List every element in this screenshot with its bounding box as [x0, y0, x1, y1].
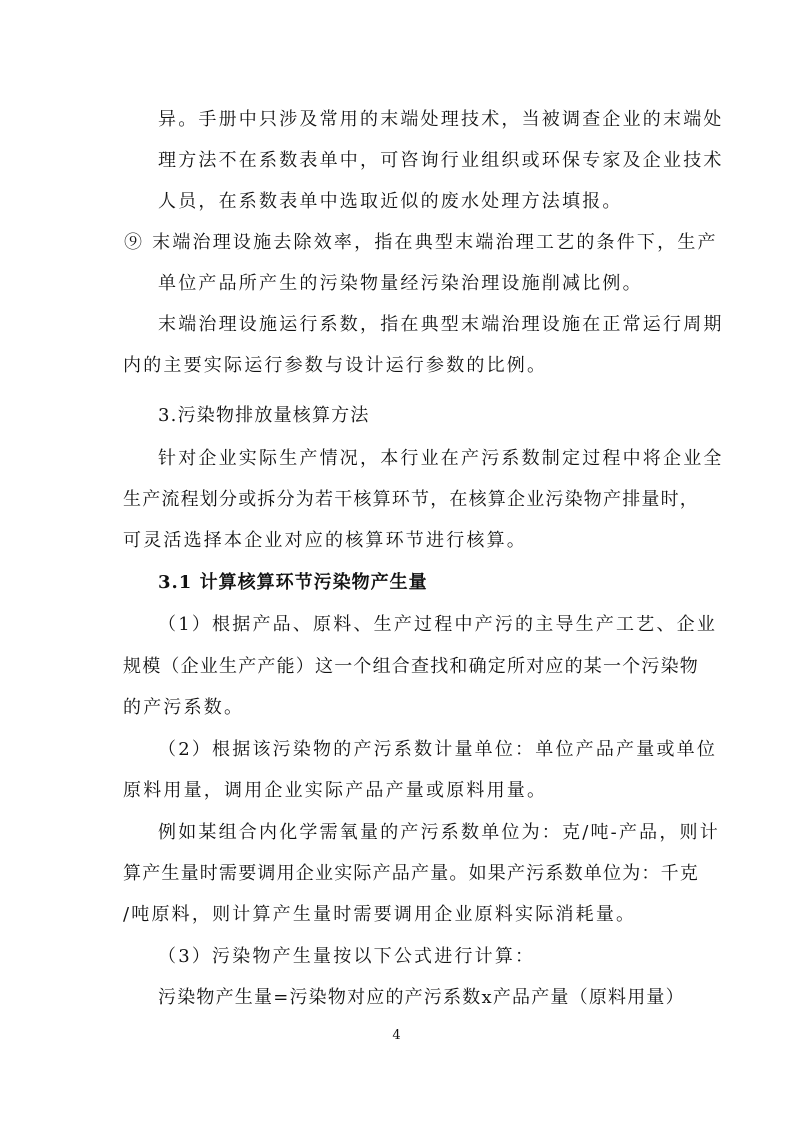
- paragraph-line: 可灵活选择本企业对应的核算环节进行核算。: [123, 530, 527, 551]
- paragraph-line: （3）污染物产生量按以下公式进行计算：: [158, 946, 536, 967]
- paragraph-line: /吨原料，则计算产生量时需要调用企业原料实际消耗量。: [123, 904, 637, 925]
- paragraph-line: 针对企业实际生产情况，本行业在产污系数制定过程中将企业全: [158, 448, 724, 469]
- paragraph-line: 生产流程划分或拆分为若干核算环节，在核算企业污染物产排量时，: [123, 489, 699, 510]
- subsection-heading: 3.1 计算核算环节污染物产生量: [158, 572, 428, 593]
- text-line: 末端治理设施运行系数，指在典型末端治理设施在正常运行周期: [158, 314, 724, 335]
- paragraph-line: 规模（企业生产产能）这一个组合查找和确定所对应的某一个污染物: [123, 656, 699, 677]
- paragraph-line: 原料用量，调用企业实际产品产量或原料用量。: [123, 780, 548, 801]
- paragraph-line: （1）根据产品、原料、生产过程中产污的主导生产工艺、企业: [158, 614, 718, 635]
- text-line: 异。手册中只涉及常用的末端处理技术，当被调查企业的末端处: [158, 109, 724, 130]
- formula-line: 污染物产生量=污染物对应的产污系数ⅹ产品产量（原料用量）: [158, 987, 685, 1008]
- paragraph-line: 算产生量时需要调用企业实际产品产量。如果产污系数单位为：千克: [123, 863, 699, 884]
- text-line: 人员，在系数表单中选取近似的废水处理方法填报。: [158, 191, 623, 212]
- page-number: 4: [392, 1028, 401, 1043]
- paragraph-line: 的产污系数。: [123, 697, 245, 718]
- text-line: 内的主要实际运行参数与设计运行参数的比例。: [123, 355, 548, 376]
- paragraph-line: 例如某组合内化学需氧量的产污系数单位为：克/吨-产品，则计: [158, 822, 720, 843]
- list-item-9: ⑨ 末端治理设施去除效率，指在典型末端治理工艺的条件下，生产: [124, 232, 718, 253]
- text-line: 理方法不在系数表单中，可咨询行业组织或环保专家及企业技术: [158, 150, 724, 171]
- text-line: 单位产品所产生的污染物量经污染治理设施削减比例。: [158, 273, 643, 294]
- section-heading: 3.污染物排放量核算方法: [158, 405, 370, 426]
- paragraph-line: （2）根据该污染物的产污系数计量单位：单位产品产量或单位: [158, 739, 718, 760]
